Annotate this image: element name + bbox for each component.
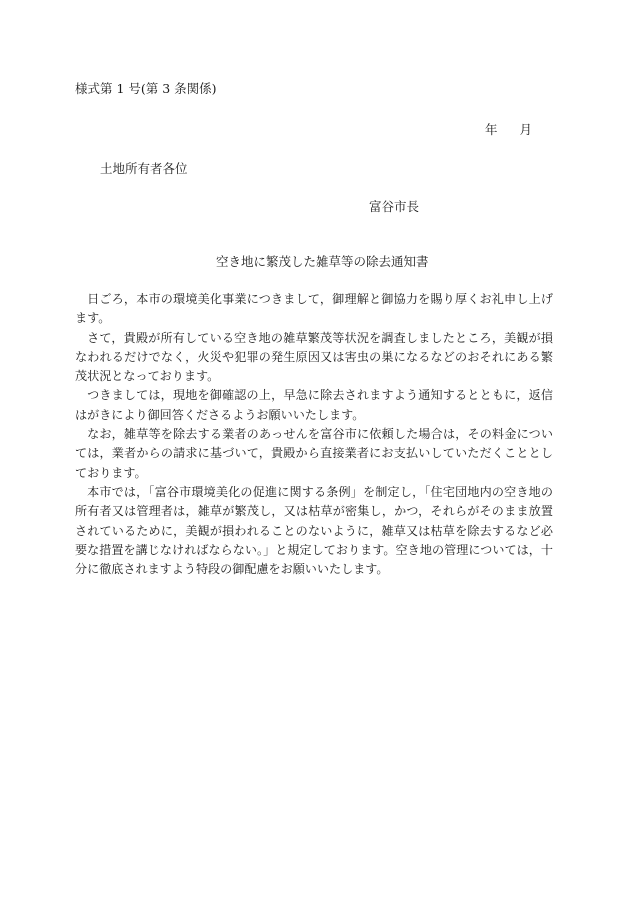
form-number: 様式第 1 号(第 3 条関係): [75, 81, 217, 96]
paragraph-greeting: 日ごろ，本市の環境美化事業につきまして，御理解と御協力を賜り厚くお礼申し上げます。: [75, 292, 553, 326]
body-text: [75, 290, 553, 579]
paragraph-ordinance: 本市では，「富谷市環境美化の促進に関する条例」を制定し，「住宅団地内の空き地の所有者又は管理者は，雑草が繁茂し，又は枯草が密集し，かつ，それらがそのまま放置されているために，美観が損われることのないように，雑草又は枯草を除去するなど必要な措置を講じなければならない。」と規定しております。空き地の管理については，十分に徹底されますよう特段の御配慮をお願いいたします。: [75, 484, 553, 577]
paragraph-contractor: なお，雑草等を除去する業者のあっせんを富谷市に依頼した場合は，その料金については，業者からの請求に基づいて，貴殿から直接業者にお支払いしていただくこととしております。: [75, 427, 553, 480]
document-title: 空き地に繁茂した雑草等の除去通知書: [216, 254, 429, 269]
paragraph-situation: さて，貴殿が所有している空き地の雑草繁茂等状況を調査しましたところ，美観が損なわれるだけでなく，火災や犯罪の発生原因又は害虫の巣になるなどのおそれにある繁茂状況となっております。: [75, 330, 553, 384]
date-year-label: 年: [484, 122, 498, 137]
sender: 富谷市長: [369, 199, 420, 214]
date-line: [485, 122, 532, 138]
paragraph-request: つきましては，現地を御確認の上，早急に除去されますよう通知するとともに，返信はがきにより御回答くださるようお願いいたします。: [75, 388, 553, 422]
addressee: 土地所有者各位: [100, 161, 188, 176]
date-month-label: 月: [519, 122, 532, 137]
